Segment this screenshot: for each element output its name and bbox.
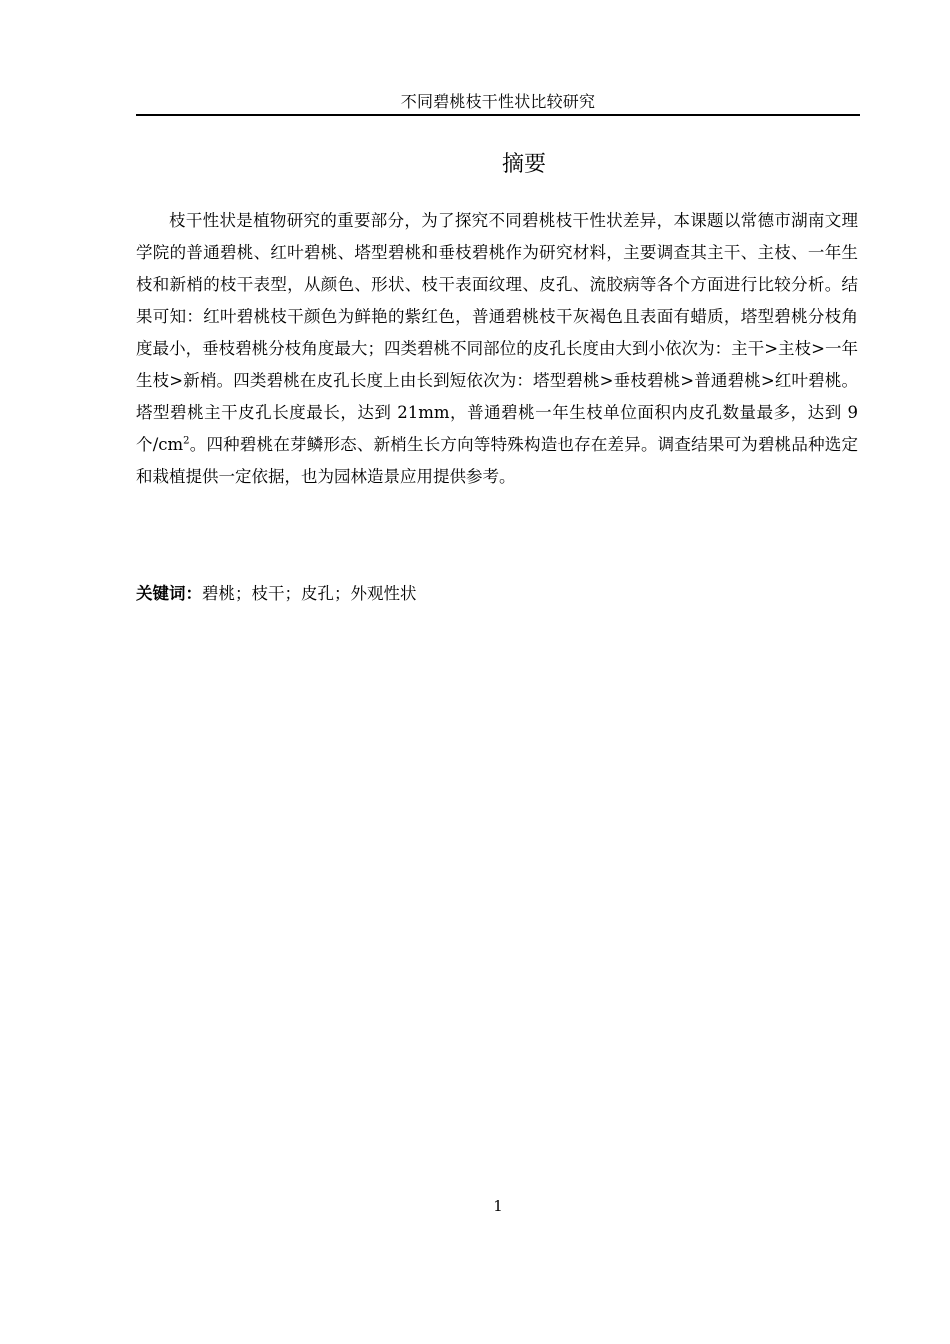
header-divider	[136, 114, 860, 116]
abstract-text-end: 。四种碧桃在芽鳞形态、新梢生长方向等特殊构造也存在差异。调查结果可为碧桃品种选定和栽植提供一定依据，也为园林造景应用提供参考。	[136, 435, 859, 486]
abstract-title: 摘要	[501, 152, 546, 177]
superscript-two: 2	[183, 435, 190, 447]
running-header: 不同碧桃枝干性状比较研究	[400, 92, 596, 111]
keywords-label: 关键词：	[136, 584, 202, 603]
keywords-line	[136, 578, 858, 610]
page-number: 1	[493, 1197, 503, 1215]
abstract-text-main: 枝干性状是植物研究的重要部分，为了探究不同碧桃枝干性状差异，本课题以常德市湖南文理学院的普通碧桃、红叶碧桃、塔型碧桃和垂枝碧桃作为研究材料，主要调查其主干、主枝、一年生枝和新梢的枝干表型，从颜色、形状、枝干表面纹理、皮孔、流胶病等各个方面进行比较分析。结果可知：红叶碧桃枝干颜色为鲜艳的紫红色，普通碧桃枝干灰褐色且表面有蜡质，塔型碧桃分枝角度最小，垂枝碧桃分枝角度最大；四类碧桃不同部位的皮孔长度由大到小依次为：主干>主枝>一年生枝>新梢。四类碧桃在皮孔长度上由长到短依次为：塔型碧桃>垂枝碧桃>普通碧桃>红叶碧桃。塔型碧桃主干皮孔长度最长，达到 21mm，普通碧桃一年生枝单位面积内皮孔数量最多，达到 9 个/cm	[136, 211, 858, 454]
keywords-value: 碧桃；枝干；皮孔；外观性状	[202, 584, 417, 603]
abstract-paragraph	[136, 205, 858, 493]
